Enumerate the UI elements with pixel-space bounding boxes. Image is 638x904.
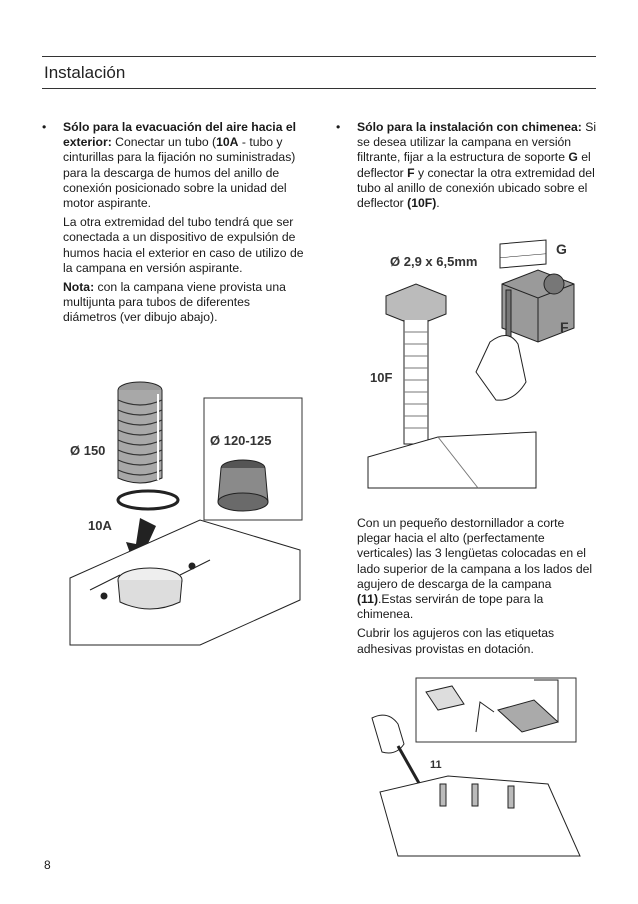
right-column-top [336, 120, 598, 215]
right-paragraph-3: Cubrir los agujeros con las etiquetas adhesivas provistas en dotación. [357, 626, 555, 656]
chimney-pipe [386, 284, 446, 444]
support-bracket-g [500, 240, 546, 268]
left-note [42, 280, 304, 326]
right-bullet-paragraph [336, 120, 598, 211]
label-f: F [560, 319, 569, 335]
left-bullet-heading: Sólo para la evacuación del aire hacia el exterior: [63, 120, 297, 150]
left-p1-ref: 10A [216, 135, 239, 150]
note-text: con la campana viene provista una multijunta para tubos de diferentes diámetros (ver dibujo abajo). [63, 280, 286, 325]
right-p2-text-a: Con un pequeño destornillador a corte plegar hacia el alto (perfectamente verticales) las 3 lengüetas colocadas en el lado superior de la campana a los lados del agujero de descarga de la campana [357, 516, 593, 591]
duct-connection-illustration [60, 370, 310, 650]
right-p1-text-b: el deflector [357, 150, 591, 180]
label-10a: 10A [88, 518, 112, 533]
chimney-deflector-illustration [368, 232, 598, 492]
flexible-duct [118, 382, 162, 483]
ref-f: F [407, 165, 415, 180]
left-paragraph-2: La otra extremidad del tubo tendrá que ser conectada a un dispositivo de expulsión de humos hacia el exterior en caso de utilizo de la campana en versión aspirante. [63, 215, 304, 275]
left-bullet-paragraph [42, 120, 304, 211]
hood-top-slots [380, 776, 580, 856]
right-p1-text-c: y conectar la otra extremidad del tubo al anillo de conexión ubicado sobre el deflector [357, 165, 595, 211]
right-p1-text-d: . [436, 196, 440, 211]
ref-g: G [568, 150, 578, 165]
left-p1-text-a: Conectar un tubo ( [111, 135, 217, 150]
right-p2-text-b: .Estas servirán de tope para la chimenea. [357, 592, 544, 622]
label-d150: Ø 150 [70, 443, 106, 458]
label-d120: Ø 120-125 [210, 433, 272, 448]
right-bullet-heading: Sólo para la instalación con chimenea: [357, 120, 582, 134]
bullet-icon: • [336, 120, 341, 134]
right-paragraph-2 [357, 516, 595, 622]
hood-top-body [70, 520, 300, 645]
label-g: G [556, 241, 567, 257]
left-p1-text-b: - tubo y cinturillas para la fijación no suministradas) para la descarga de humos del anillo de conexión posicionado sobre la unidad del motor aspirante. [63, 135, 296, 211]
page-number: 8 [44, 858, 51, 872]
label-11: 11 [430, 759, 442, 771]
right-p1-text-a: Si se desea utilizar la campana en versión filtrante, fijar a la estructura de soporte [357, 120, 597, 165]
header-bottom-rule [42, 88, 596, 89]
page-title: Instalación [44, 63, 126, 82]
ref-11: (11) [357, 592, 379, 607]
ref-10f: (10F) [407, 196, 437, 211]
note-label: Nota: [63, 280, 95, 295]
bullet-icon: • [42, 120, 47, 134]
header-top-rule [42, 56, 596, 57]
label-screw: Ø 2,9 x 6,5mm [390, 254, 478, 269]
left-column [42, 120, 304, 330]
label-10f: 10F [370, 370, 393, 385]
right-column-bottom [357, 516, 595, 661]
tab-bending-illustration [368, 672, 598, 857]
hood-base [368, 432, 536, 488]
hose-clamp [118, 491, 178, 509]
